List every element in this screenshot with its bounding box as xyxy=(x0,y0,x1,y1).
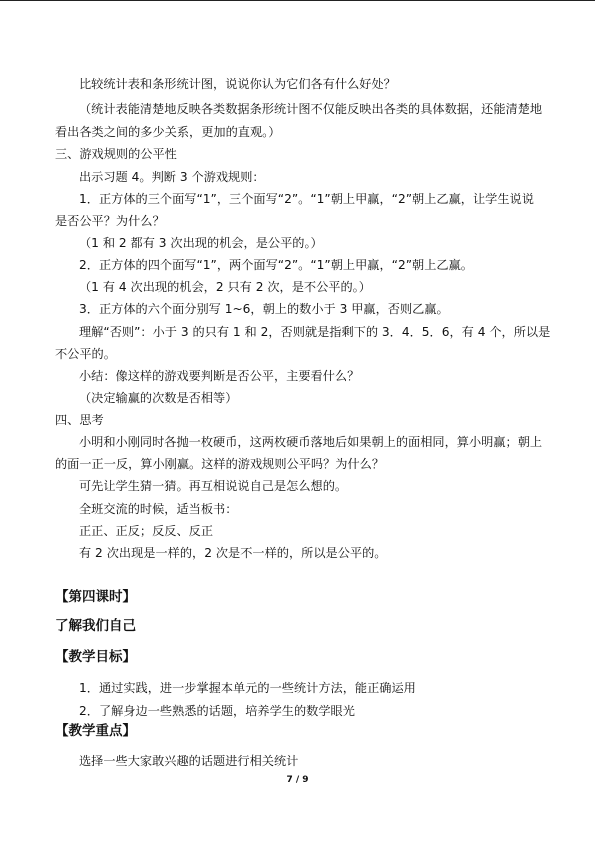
paragraph-line: 有 2 次出现是一样的，2 次是不一样的，所以是公平的。 xyxy=(79,546,387,560)
key-point-item: 选择一些大家敢兴趣的话题进行相关统计 xyxy=(79,754,299,768)
paragraph-line: 正正、正反；反反、反正 xyxy=(79,524,214,538)
paragraph-line: 比较统计表和条形统计图，说说你认为它们各有什么好处？ xyxy=(79,77,396,91)
paragraph-line: 的面一正一反，算小刚赢。这样的游戏规则公平吗？为什么？ xyxy=(55,457,385,471)
section-heading: 三、游戏规则的公平性 xyxy=(55,147,177,161)
lesson-heading: 【第四课时】 xyxy=(55,589,136,605)
paragraph-line: 全班交流的时候，适当板书： xyxy=(79,502,238,516)
paragraph-line: 可先让学生猜一猜。再互相说说自己是怎么想的。 xyxy=(79,479,348,493)
paragraph-line: 出示习题 4。判断 3 个游戏规则： xyxy=(79,170,265,184)
page-top-border xyxy=(0,0,595,1)
paragraph-line: 1．正方体的三个面写“1”，三个面写“2”。“1”朝上甲赢，“2”朝上乙赢，让学生说说 xyxy=(79,192,534,206)
key-points-heading: 【教学重点】 xyxy=(55,723,136,739)
paragraph-line: 3．正方体的六个面分别写 1~6，朝上的数小于 3 甲赢，否则乙赢。 xyxy=(79,302,449,316)
lesson-title: 了解我们自己 xyxy=(55,618,136,634)
paragraph-line: 是否公平？为什么？ xyxy=(55,214,165,228)
page-number: 7 / 9 xyxy=(286,775,309,785)
paragraph-line: 看出各类之间的多少关系，更加的直观。） xyxy=(55,125,281,139)
goal-item: 2．了解身边一些熟悉的话题，培养学生的数学眼光 xyxy=(79,704,355,718)
paragraph-line: 理解“否则”：小于 3 的只有 1 和 2，否则就是指剩下的 3．4．5．6，有 4 个，所以是 xyxy=(79,325,551,339)
paragraph-line: 小明和小刚同时各抛一枚硬币，这两枚硬币落地后如果朝上的面相同，算小明赢；朝上 xyxy=(79,435,543,449)
goals-heading: 【教学目标】 xyxy=(55,649,136,665)
paragraph-line: （决定输赢的次数是否相等） xyxy=(79,391,238,405)
paragraph-line: 小结：像这样的游戏要判断是否公平，主要看什么？ xyxy=(79,369,360,383)
paragraph-line: （1 和 2 都有 3 次出现的机会，是公平的。） xyxy=(79,236,323,250)
paragraph-line: （1 有 4 次出现的机会，2 只有 2 次，是不公平的。） xyxy=(79,280,371,294)
paragraph-line: 2．正方体的四个面写“1”，两个面写“2”。“1”朝上甲赢，“2”朝上乙赢。 xyxy=(79,258,473,272)
section-heading: 四、思考 xyxy=(55,413,104,427)
paragraph-line: 不公平的。 xyxy=(55,347,116,361)
paragraph-line: （统计表能清楚地反映各类数据条形统计图不仅能反映出各类的具体数据，还能清楚地 xyxy=(79,102,543,116)
goal-item: 1．通过实践，进一步掌握本单元的一些统计方法，能正确运用 xyxy=(79,681,416,695)
